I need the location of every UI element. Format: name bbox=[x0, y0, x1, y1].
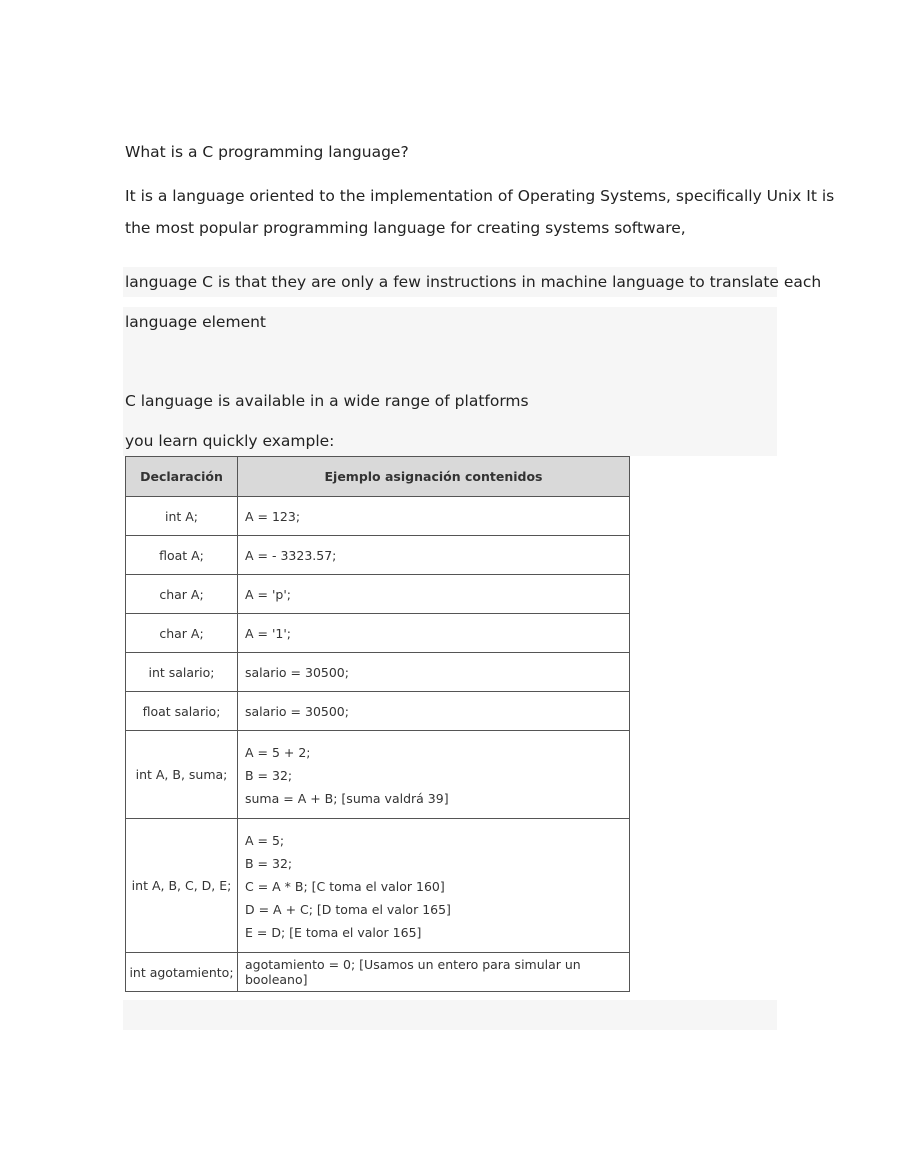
example-cell bbox=[238, 819, 630, 953]
declaration-cell: int A; bbox=[126, 497, 238, 536]
declaration-cell: float A; bbox=[126, 536, 238, 575]
example-line: C = A * B; [C toma el valor 160] bbox=[245, 879, 445, 894]
example-line: agotamiento = 0; [Usamos un entero para simular un booleano] bbox=[245, 957, 581, 987]
paragraph-line: you learn quickly example: bbox=[125, 432, 335, 450]
example-cell bbox=[238, 614, 630, 653]
example-cell bbox=[238, 497, 630, 536]
declaration-cell: int salario; bbox=[126, 653, 238, 692]
example-line: salario = 30500; bbox=[245, 664, 349, 680]
example-line: salario = 30500; bbox=[245, 703, 349, 719]
table-row bbox=[126, 731, 630, 819]
example-line: A = - 3323.57; bbox=[245, 547, 337, 563]
example-cell bbox=[238, 575, 630, 614]
example-cell bbox=[238, 653, 630, 692]
example-line: A = '1'; bbox=[245, 625, 292, 641]
table-header-row bbox=[126, 457, 630, 497]
table-row bbox=[126, 953, 630, 992]
declarations-table bbox=[125, 456, 630, 992]
declaration-cell: int A, B, suma; bbox=[126, 731, 238, 819]
example-line: A = 5 + 2; bbox=[245, 745, 311, 760]
table-row bbox=[126, 692, 630, 731]
question-heading: What is a C programming language? bbox=[125, 143, 409, 161]
declaration-cell: char A; bbox=[126, 614, 238, 653]
example-line: D = A + C; [D toma el valor 165] bbox=[245, 902, 451, 917]
example-cell bbox=[238, 536, 630, 575]
example-line: E = D; [E toma el valor 165] bbox=[245, 925, 422, 940]
example-line: B = 32; bbox=[245, 856, 293, 871]
declaration-cell: int A, B, C, D, E; bbox=[126, 819, 238, 953]
paragraph-line: language element bbox=[125, 313, 267, 331]
example-line: A = 5; bbox=[245, 833, 285, 848]
paragraph-line: language C is that they are only a few instructions in machine language to translate each bbox=[125, 273, 822, 291]
example-cell bbox=[238, 692, 630, 731]
table-row bbox=[126, 497, 630, 536]
declaration-cell: int agotamiento; bbox=[126, 953, 238, 992]
header-declaracion: Declaración bbox=[126, 457, 238, 497]
declaration-cell: float salario; bbox=[126, 692, 238, 731]
example-line: A = 123; bbox=[245, 508, 301, 524]
example-line: suma = A + B; [suma valdrá 39] bbox=[245, 791, 449, 806]
declaration-cell: char A; bbox=[126, 575, 238, 614]
table-row bbox=[126, 536, 630, 575]
table-row bbox=[126, 653, 630, 692]
table-row bbox=[126, 575, 630, 614]
paragraph-line: It is a language oriented to the implementation of Operating Systems, specifically Unix It is bbox=[125, 187, 835, 205]
table-row bbox=[126, 614, 630, 653]
shaded-block bbox=[123, 1000, 777, 1030]
header-ejemplo: Ejemplo asignación contenidos bbox=[238, 457, 630, 497]
example-line: B = 32; bbox=[245, 768, 293, 783]
example-line: A = 'p'; bbox=[245, 586, 291, 602]
example-cell bbox=[238, 731, 630, 819]
example-cell bbox=[238, 953, 630, 992]
table-row bbox=[126, 819, 630, 953]
table-body bbox=[126, 497, 630, 992]
paragraph-line: C language is available in a wide range of platforms bbox=[125, 392, 529, 410]
paragraph-line: the most popular programming language for creating systems software, bbox=[125, 219, 686, 237]
